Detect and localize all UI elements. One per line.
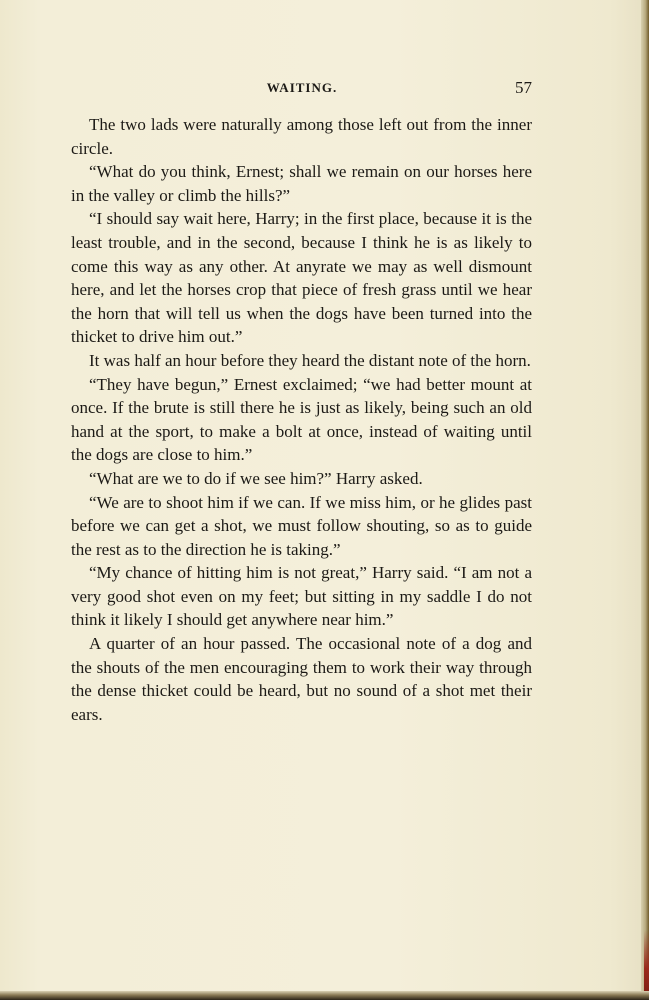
book-edge-red xyxy=(644,930,649,1000)
body-text xyxy=(71,113,532,726)
paragraph: A quarter of an hour passed. The occasional note of a dog and the shouts of the men encouraging them to work their way through the dense thicket could be heard, but no sound of a shot met their ears. xyxy=(71,634,532,724)
running-title: WAITING. xyxy=(266,80,338,95)
page-edge-bottom xyxy=(0,991,649,1000)
running-head xyxy=(72,78,532,98)
paragraph: “My chance of hitting him is not great,” Harry said. “I am not a very good shot even on my feet; but sitting in my saddle I do not think it likely I should get anywhere near him.” xyxy=(71,563,532,630)
paragraph: “What are we to do if we see him?” Harry asked. xyxy=(89,468,423,488)
paragraph: “They have begun,” Ernest exclaimed; “we had better mount at once. If the brute is still there he is just as likely, being such an old hand at the sport, to make a bolt at once, instead of waiting until the dogs are close to him.” xyxy=(71,374,532,465)
paragraph: “What do you think, Ernest; shall we remain on our horses here in the valley or climb the hills?” xyxy=(71,162,532,205)
paragraph: “I should say wait here, Harry; in the first place, because it is the least trouble, and in the second, because I think he is as likely to come this way as any other. At anyrate we may as well dismount here, and let the horses crop that piece of fresh grass until we hear the horn that will tell us when the dogs have been turned into the thicket to drive him out.” xyxy=(71,209,532,347)
page-number: 57 xyxy=(515,78,532,97)
paragraph: “We are to shoot him if we can. If we miss him, or he glides past before we can get a shot, we must follow shouting, so as to guide the rest as to the direction he is taking.” xyxy=(71,492,532,559)
page-edge-right xyxy=(641,0,649,1000)
paragraph: It was half an hour before they heard the distant note of the horn. xyxy=(89,350,531,370)
paragraph: The two lads were naturally among those left out from the inner circle. xyxy=(71,115,532,158)
